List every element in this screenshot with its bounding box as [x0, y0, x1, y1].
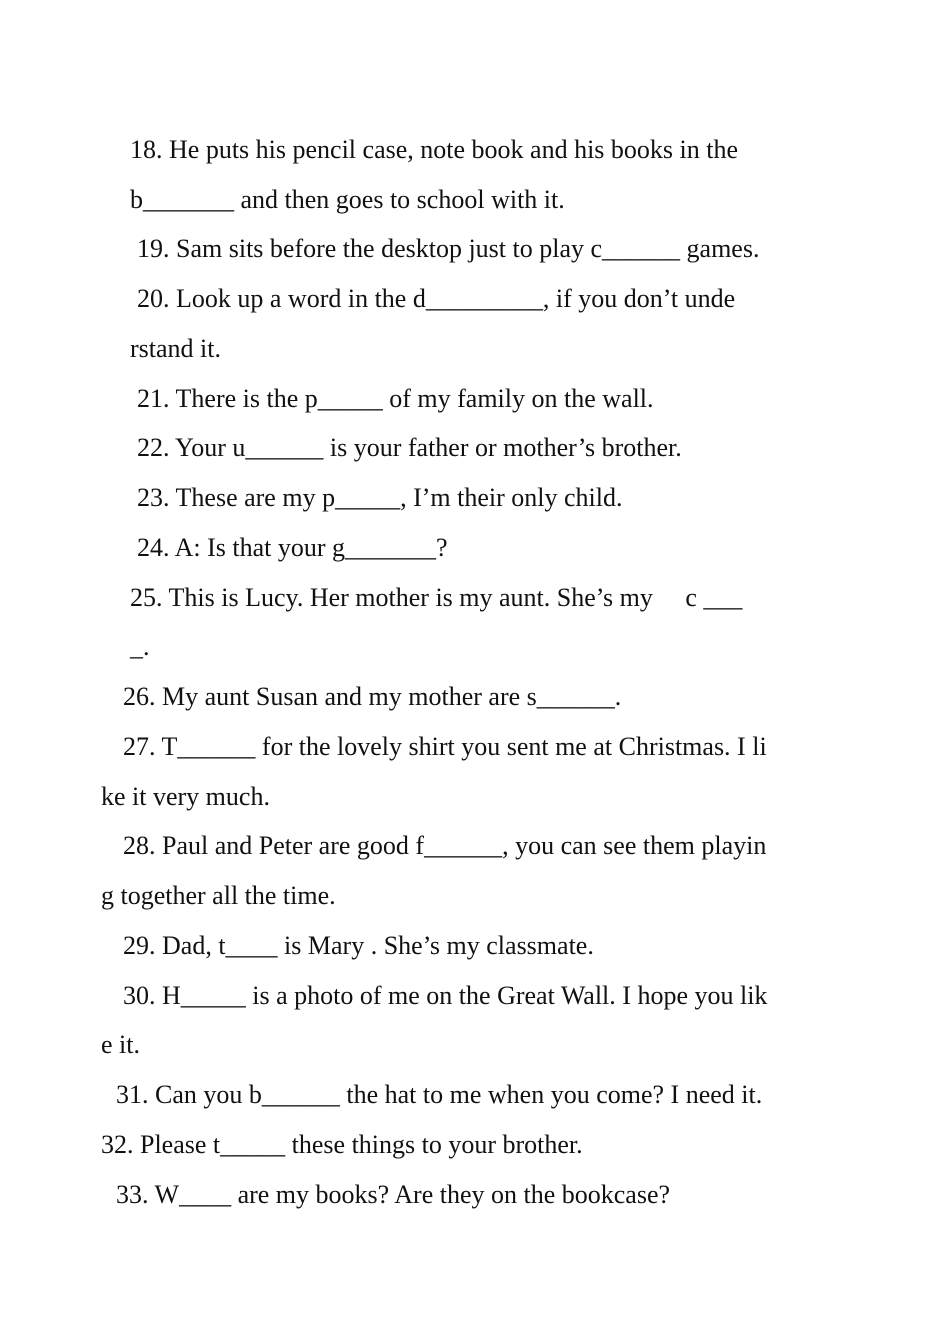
text-line: 25. This is Lucy. Her mother is my aunt. She’s my c ___ — [130, 583, 743, 612]
text-line: _. — [130, 632, 150, 661]
text-line: rstand it. — [130, 334, 221, 363]
text-line: 23. These are my p_____, I’m their only child. — [137, 483, 623, 512]
text-line: 22. Your u______ is your father or mother’s brother. — [137, 433, 682, 462]
text-line: 19. Sam sits before the desktop just to play c______ games. — [137, 234, 760, 263]
text-line: 33. W____ are my books? Are they on the bookcase? — [116, 1180, 671, 1209]
text-line: ke it very much. — [101, 782, 270, 811]
text-line: 31. Can you b______ the hat to me when you come? I need it. — [116, 1080, 763, 1109]
text-line: 27. T______ for the lovely shirt you sent me at Christmas. I li — [123, 732, 767, 761]
text-line: e it. — [101, 1030, 140, 1059]
text-line: b_______ and then goes to school with it. — [130, 185, 565, 214]
text-line: 29. Dad, t____ is Mary . She’s my classmate. — [123, 931, 594, 960]
text-line: 18. He puts his pencil case, note book and his books in the — [130, 135, 739, 164]
text-line: 21. There is the p_____ of my family on the wall. — [137, 384, 654, 413]
text-line: 32. Please t_____ these things to your brother. — [101, 1130, 583, 1159]
text-line: 20. Look up a word in the d_________, if you don’t unde — [137, 284, 736, 313]
text-line: g together all the time. — [101, 881, 336, 910]
text-line: 28. Paul and Peter are good f______, you can see them playin — [123, 831, 767, 860]
text-line: 24. A: Is that your g_______? — [137, 533, 448, 562]
text-line: 30. H_____ is a photo of me on the Great Wall. I hope you lik — [123, 981, 768, 1010]
text-line: 26. My aunt Susan and my mother are s______. — [123, 682, 622, 711]
